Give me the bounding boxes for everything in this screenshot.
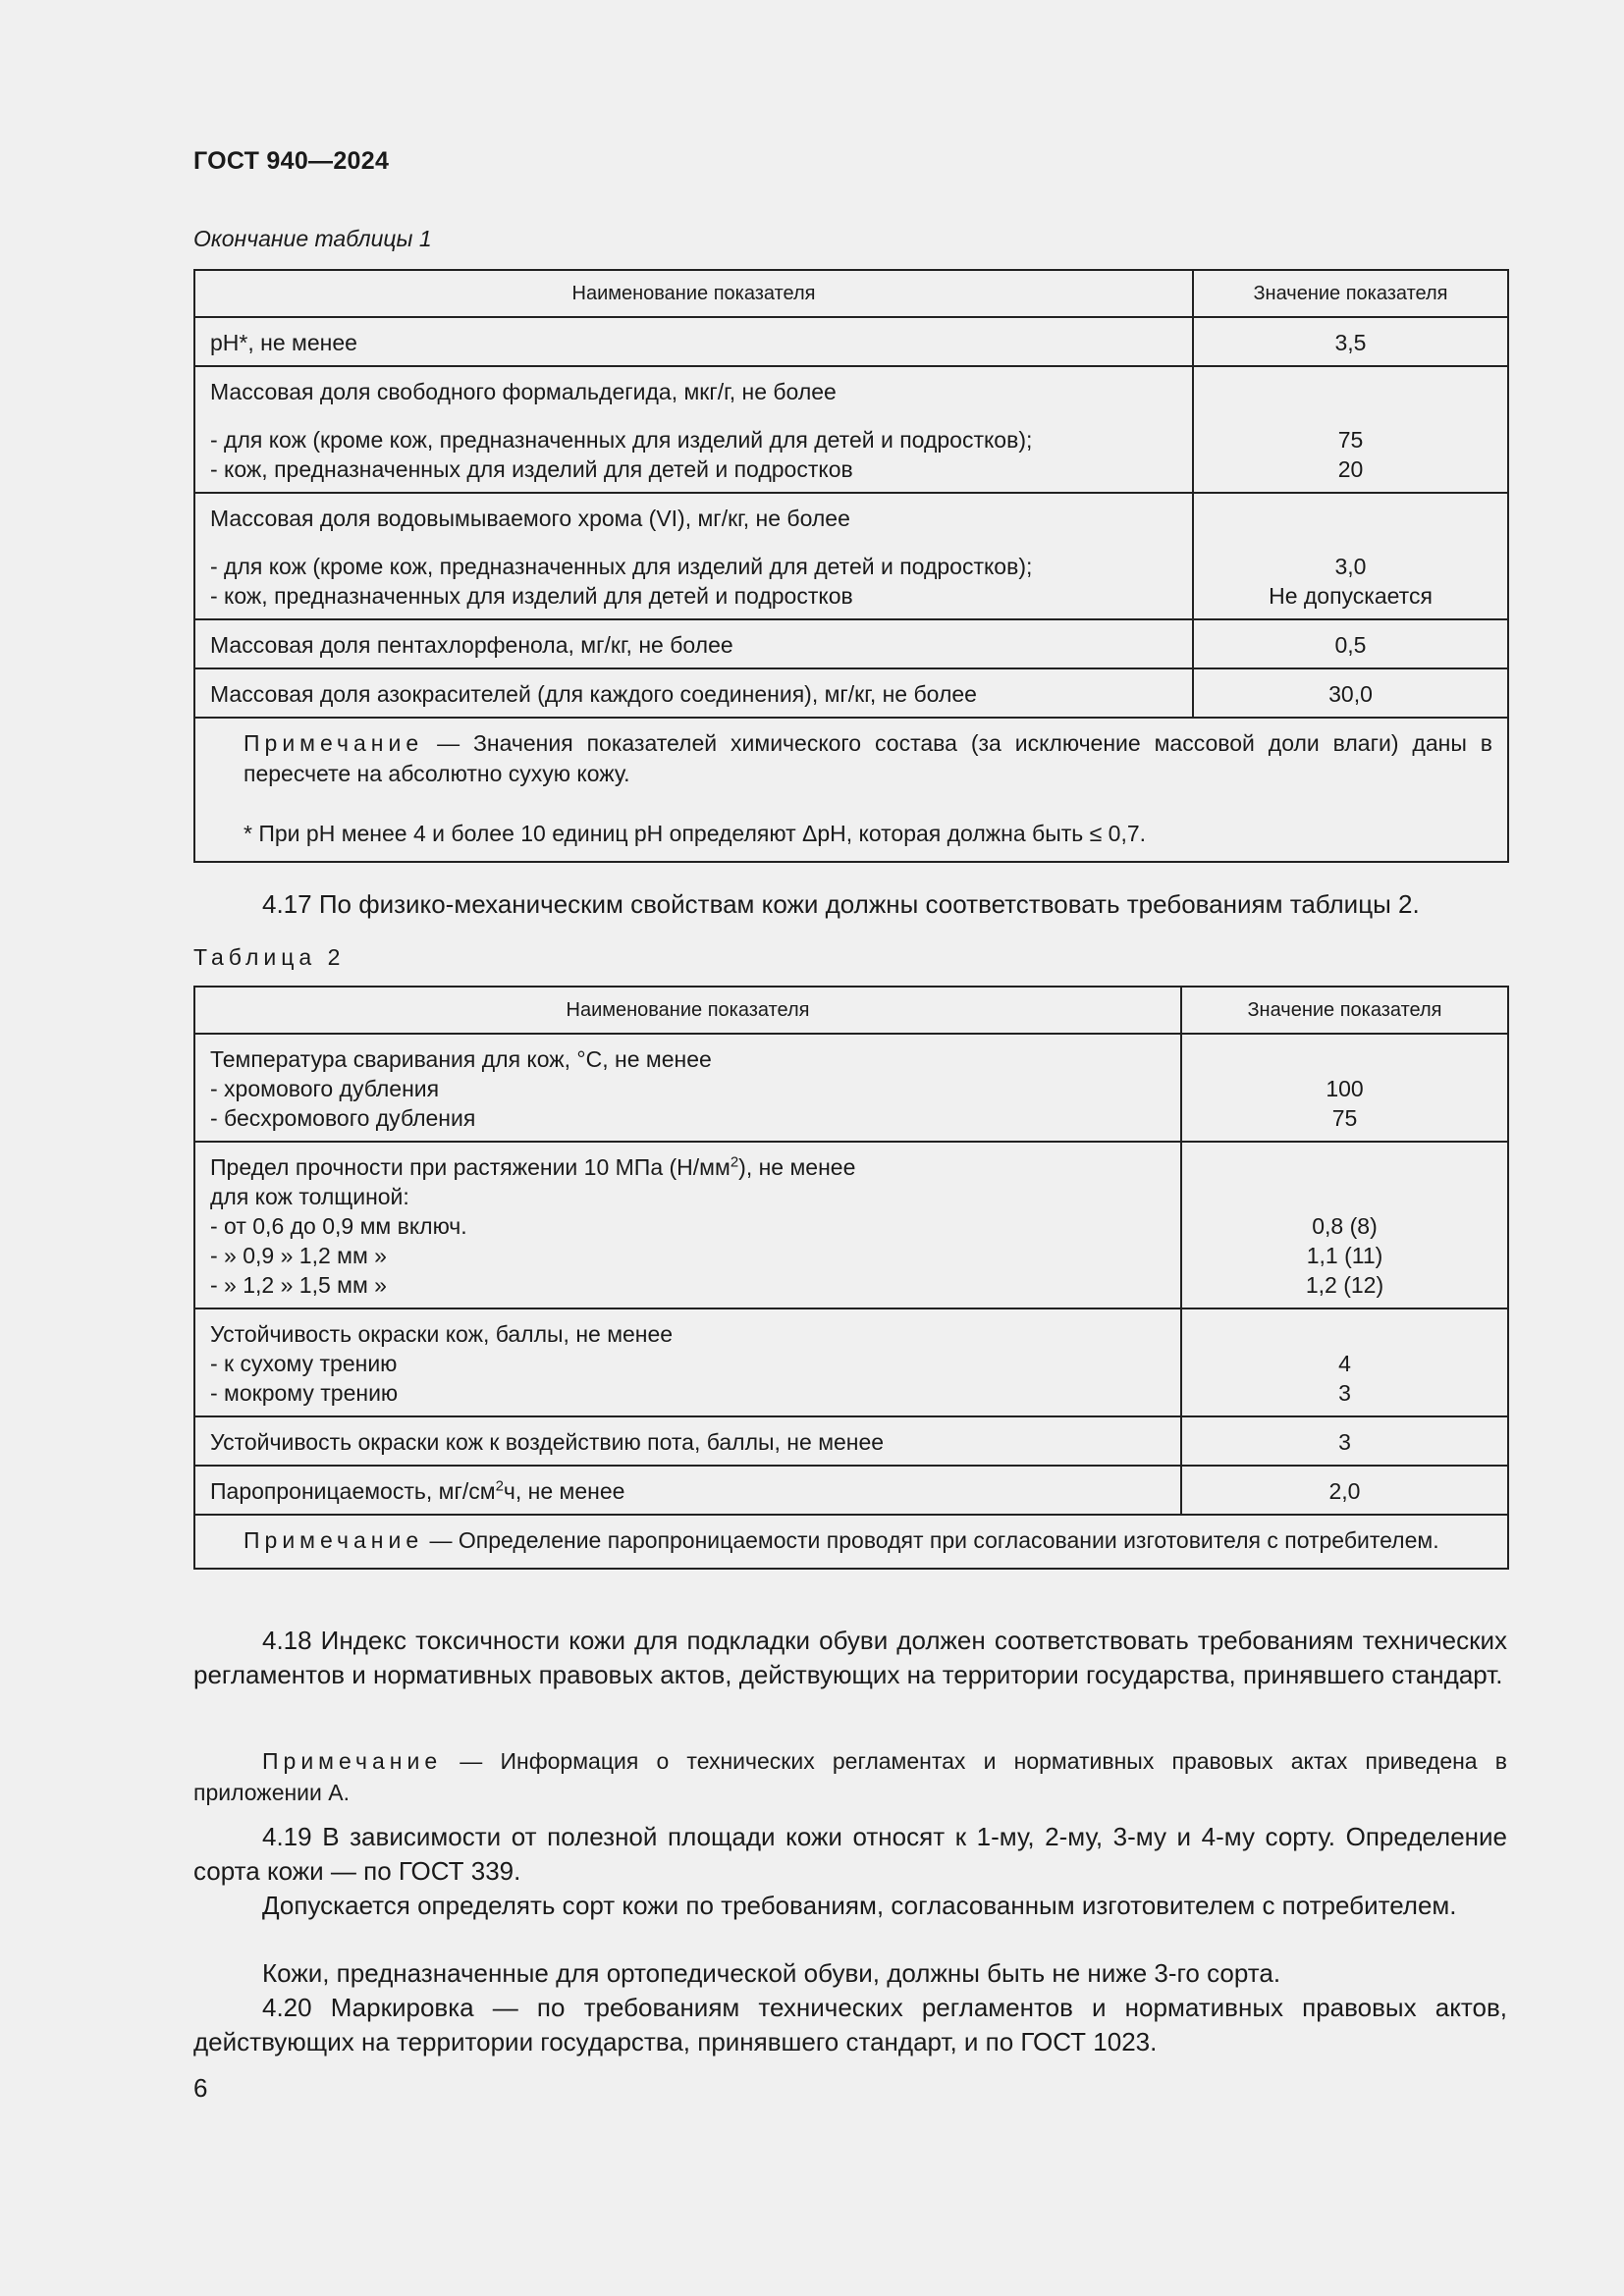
row-value <box>1181 1142 1508 1308</box>
table2-caption: Таблица 2 <box>193 944 346 970</box>
table-row <box>194 668 1508 718</box>
row-value: 3 <box>1181 1416 1508 1466</box>
row-name <box>194 366 1193 493</box>
paragraph-4-17: 4.17 По физико-механическим свойствам кожи должны соответствовать требованиям таблицы 2. <box>262 889 1420 919</box>
note-label: Примечание <box>244 1527 424 1553</box>
table-row <box>194 1416 1508 1466</box>
paragraph-4-18: 4.18 Индекс токсичности кожи для подкладки обуви должен соответствовать требованиям технических регламентов и нормативных правовых актов, действующих на территории государства, принявшего стандарт. <box>193 1626 1507 1689</box>
table2-col-name-header: Наименование показателя <box>194 987 1181 1034</box>
row-name <box>194 1034 1181 1142</box>
row-name: Устойчивость окраски кож к воздействию пота, баллы, не менее <box>194 1416 1181 1466</box>
row-subvalue: 1,2 (12) <box>1305 1272 1384 1298</box>
row-subvalue: 3 <box>1338 1380 1351 1406</box>
row-subitem: - кож, предназначенных для изделий для детей и подростков <box>210 456 853 482</box>
paragraph-4-19: 4.19 В зависимости от полезной площади кожи относят к 1-му, 2-му, 3-му и 4-му сорту. Определение сорта кожи — по ГОСТ 339. <box>193 1822 1507 1886</box>
row-name: Массовая доля пентахлорфенола, мг/кг, не более <box>194 619 1193 668</box>
row-value <box>1193 366 1508 493</box>
table1-note-row <box>194 718 1508 862</box>
row-subvalue: 3,0 <box>1334 554 1367 579</box>
table-1 <box>193 269 1509 863</box>
row-value: 3,5 <box>1193 317 1508 366</box>
table-row <box>194 619 1508 668</box>
row-name <box>194 1142 1181 1308</box>
row-subvalue: 100 <box>1326 1076 1364 1101</box>
table-row <box>194 366 1508 493</box>
table-row <box>194 1142 1508 1308</box>
row-name: Паропроницаемость, $мг/см^2ч$, не менее <box>194 1466 1181 1515</box>
table-row <box>194 1466 1508 1515</box>
table2-header-row <box>194 987 1508 1034</box>
note-text: — Информация о технических регламентах и нормативных правовых актах приведена в приложении А. <box>193 1748 1507 1805</box>
row-subvalue: 4 <box>1338 1351 1351 1376</box>
table-row <box>194 317 1508 366</box>
table2-col-value-header: Значение показателя <box>1181 987 1508 1034</box>
table1-footnote: * При pH менее 4 и более 10 единиц pH определяют ΔpH, которая должна быть ≤ 0,7. <box>244 821 1147 846</box>
row-value: 2,0 <box>1181 1466 1508 1515</box>
row-subvalue: 0,8 (8) <box>1312 1213 1378 1239</box>
paragraph-4-19-c: Кожи, предназначенные для ортопедической обуви, должны быть не ниже 3-го сорта. <box>262 1958 1281 1988</box>
paragraph-4-20: 4.20 Маркировка — по требованиям технических регламентов и нормативных правовых актов, действующих на территории государства, принявшего стандарт, и по ГОСТ 1023. <box>193 1993 1507 2056</box>
paragraph-4-19-b: Допускается определять сорт кожи по требованиям, согласованным изготовителем с потребителем. <box>262 1891 1457 1920</box>
note-label: Примечание <box>262 1748 443 1774</box>
row-title: Массовая доля свободного формальдегида, мкг/г, не более <box>210 379 837 404</box>
note-label: Примечание <box>244 730 424 756</box>
row-title-line2: для кож толщиной: <box>210 1184 409 1209</box>
note-text: — Определение паропроницаемости проводят при согласовании изготовителя с потребителем. <box>423 1527 1439 1553</box>
row-subvalue: 75 <box>1331 1105 1358 1131</box>
row-title: Массовая доля водовымываемого хрома (VI), мг/кг, не более <box>210 506 850 531</box>
row-value <box>1193 493 1508 619</box>
row-subitem: - от 0,6 до 0,9 мм включ. <box>210 1213 467 1239</box>
row-subvalue: 75 <box>1337 427 1364 453</box>
table-row <box>194 1034 1508 1142</box>
row-name: pH*, не менее <box>194 317 1193 366</box>
note-text: — Значения показателей химического состава (за исключение массовой доли влаги) даны в пересчете на абсолютно сухую кожу. <box>244 730 1492 786</box>
row-subvalue: Не допускается <box>1269 583 1433 609</box>
table1-header-row <box>194 270 1508 317</box>
table2-note <box>194 1515 1508 1569</box>
table-2 <box>193 986 1509 1570</box>
table1-caption: Окончание таблицы 1 <box>193 226 432 251</box>
paragraph-4-18-note <box>193 1745 1507 1808</box>
row-title: Температура сваривания для кож, °С, не менее <box>210 1046 712 1072</box>
row-title: Устойчивость окраски кож, баллы, не менее <box>210 1321 674 1347</box>
row-title: Предел прочности при растяжении 10 МПа $(Н/мм^2)$, не менее <box>210 1153 856 1180</box>
table-row <box>194 493 1508 619</box>
table1-col-name-header: Наименование показателя <box>194 270 1193 317</box>
row-value: 30,0 <box>1193 668 1508 718</box>
row-subitem: - бесхромового дубления <box>210 1105 476 1131</box>
row-subitem: - для кож (кроме кож, предназначенных для изделий для детей и подростков); <box>210 554 1033 579</box>
document-header: ГОСТ 940—2024 <box>193 147 390 175</box>
table-row <box>194 1308 1508 1416</box>
table1-note <box>194 718 1508 862</box>
row-subitem: - » 1,2 » 1,5 мм » <box>210 1272 387 1298</box>
row-name <box>194 493 1193 619</box>
row-subitem: - для кож (кроме кож, предназначенных для изделий для детей и подростков); <box>210 427 1033 453</box>
row-name: Массовая доля азокрасителей (для каждого соединения), мг/кг, не более <box>194 668 1193 718</box>
page-number: 6 <box>193 2073 208 2103</box>
row-value <box>1181 1308 1508 1416</box>
row-subitem: - мокрому трению <box>210 1380 399 1406</box>
row-value <box>1181 1034 1508 1142</box>
table2-note-row <box>194 1515 1508 1569</box>
row-value: 0,5 <box>1193 619 1508 668</box>
row-subitem: - к сухому трению <box>210 1351 398 1376</box>
row-subitem: - хромового дубления <box>210 1076 440 1101</box>
row-name <box>194 1308 1181 1416</box>
row-subvalue: 20 <box>1337 456 1364 482</box>
row-subvalue: 1,1 (11) <box>1306 1243 1383 1268</box>
table1-col-value-header: Значение показателя <box>1193 270 1508 317</box>
row-subitem: - кож, предназначенных для изделий для детей и подростков <box>210 583 853 609</box>
row-subitem: - » 0,9 » 1,2 мм » <box>210 1243 387 1268</box>
